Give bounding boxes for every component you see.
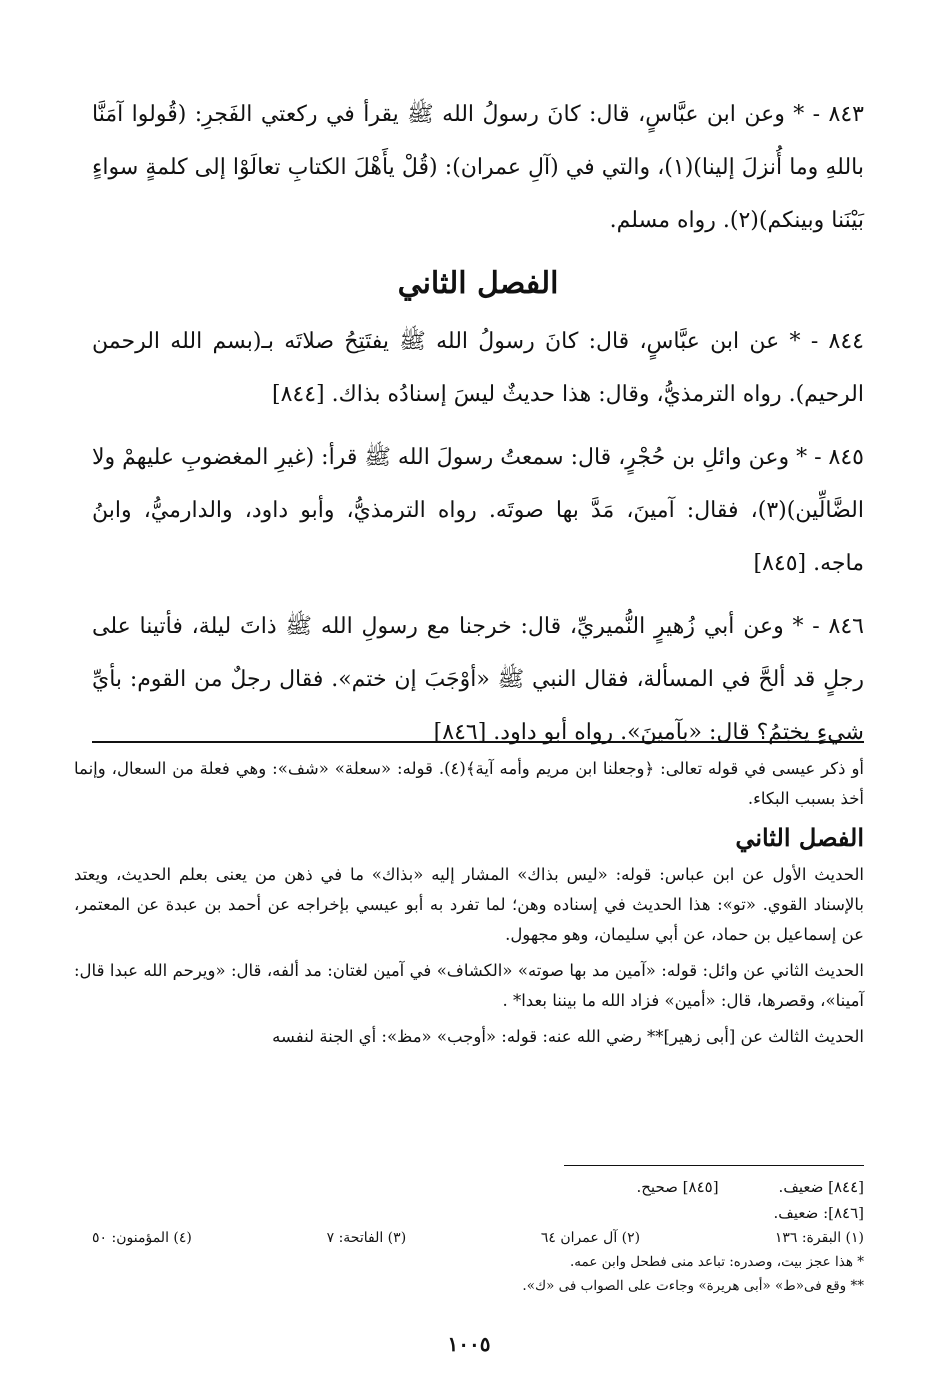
footnote-ref-2: (٢) آل عمران ٦٤ [540,1230,641,1246]
hadith-843: ٨٤٣ - * وعن ابن عبَّاسٍ، قال: كانَ رسولُ الله ﷺ يقرأ في ركعتي الفَجرِ: (قُولوا آمَنَّا باللهِ وما أُنزلَ إلينا)(١)، والتي في (آلِ عمران): (قُلْ يأَهْلَ الكتابِ تعالَوْا إلى كلمةٍ سواءٍ بَيْنَنا وبينكم)(٢). رواه مسلم. [92,102,864,233]
main-text [92,88,864,759]
commentary-paragraph: الحديث الأول عن ابن عباس: قوله: «ليس بذاك» المشار إليه «بذاك» ما في ذهن من يعنى بعلم الحديث، ويعتد بالإسناد القوي. «تو»: هذا الحديث في إسناده وهن؛ لما تفرد به أبو عيسي بإخراجه عن أحمد بن عبدة عن المعتمر، عن إسماعيل بن حماد، عن أبي سليمان، وهو مجهول. [74,865,864,944]
hadith-844: ٨٤٤ - * عن ابن عبَّاسٍ، قال: كانَ رسولُ الله ﷺ يفتَتِحُ صلاتَه بـ(بسم الله الرحمن الرحيم). رواه الترمذيُّ، وقال: هذا حديثٌ ليسَ إسنادُه بذاك. [٨٤٤] [92,329,864,407]
commentary-paragraph: الحديث الثالث عن [أبى زهير]** رضي الله عنه: قوله: «أوجب» «مظ»: أي الجنة لنفسه [272,1027,864,1046]
grade-844: [٨٤٤] ضعيف. [778,1178,864,1196]
footnote-separator-line [564,1165,864,1166]
grade-846: [٨٤٦]: ضعيف. [773,1204,864,1222]
grades-row [92,1174,864,1200]
footnote-note-2: ** وقع فى«ط» «أبى هريرة» وجاءت على الصواب فى «ك». [522,1278,864,1294]
commentary-section [74,754,864,1058]
quran-references-row [92,1226,864,1250]
grade-845: [٨٤٥] صحيح. [636,1178,719,1196]
hadith-845: ٨٤٥ - * وعن وائلِ بن حُجْرٍ، قال: سمعتُ رسولَ الله ﷺ قرأ: (غيرِ المغضوبِ عليهمْ ولا الضَّالِّين)(٣)، فقال: آمينَ، مَدَّ بها صوتَه. رواه الترمذيُّ، وأبو داود، والدارميُّ، وابنُ ماجه. [٨٤٥] [92,445,864,576]
commentary-paragraph: أو ذكر عيسى في قوله تعالى: ﴿وجعلنا ابن مريم وأمه آية﴾(٤). قوله: «سعلة» «شف»: وهي فعلة من السعال، وإنما أخذ بسبب البكاء. [74,759,864,808]
commentary-heading: الفصل الثاني [735,823,864,852]
main-separator-line [92,741,864,743]
footnote-ref-1: (١) البقرة: ١٣٦ [774,1230,864,1246]
footnote-note-1: * هذا عجز بيت، وصدره: تباعد منى فطحل وابن عمه. [569,1254,864,1270]
section-heading: الفصل الثاني [397,266,559,301]
footnotes [92,1174,864,1298]
commentary-paragraph: الحديث الثاني عن وائل: قوله: «آمين مد بها صوته» «الكشاف» في آمين لغتان: مد ألفه، قال: «ويرحم الله عبدا قال: آمينا»، وقصرها، قال: «أمين» فزاد الله ما بيننا بعدا* . [74,961,864,1010]
footnote-ref-3: (٣) الفاتحة: ٧ [326,1230,407,1246]
hadith-846: ٨٤٦ - * وعن أبي زُهيرٍ النُّميريِّ، قال: خرجنا مع رسولِ الله ﷺ ذاتَ ليلة، فأتينا على رجلٍ قد ألحَّ في المسألة، فقال النبي ﷺ «أوْجَبَ إن ختم». فقال رجلٌ من القوم: بأيِّ شيءٍ يختِمُ؟ قال: «بآمينَ». رواه أبو داود. [٨٤٦] [92,614,864,745]
footnote-ref-4: (٤) المؤمنون: ٥٠ [92,1230,192,1246]
page-number: ١٠٠٥ [447,1332,491,1356]
